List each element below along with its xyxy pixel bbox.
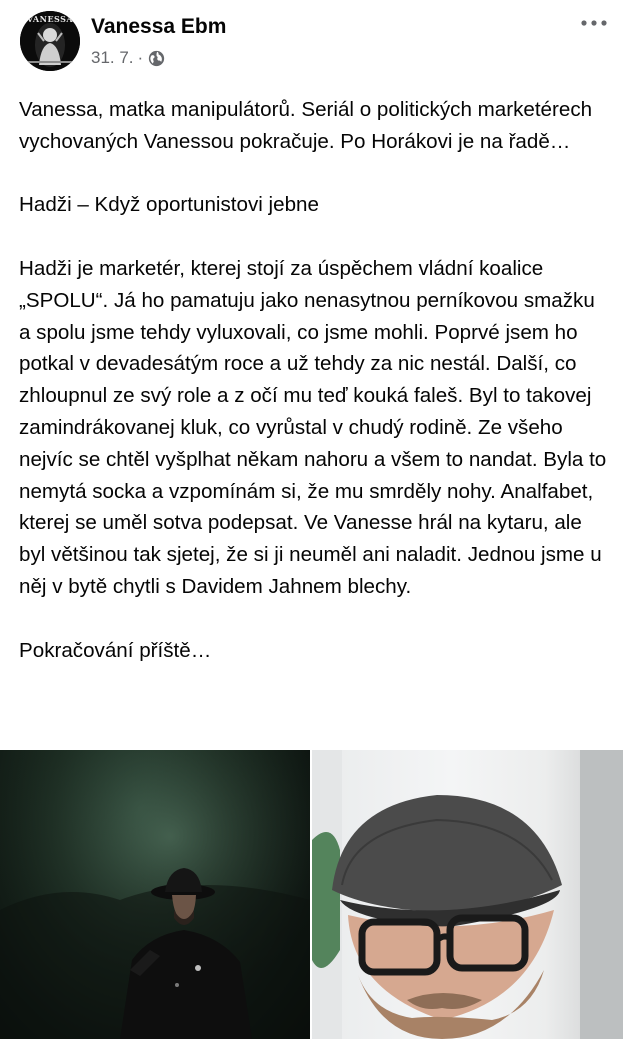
post-photo-guitarist[interactable]: [0, 750, 310, 1039]
meta-separator: ·: [137, 48, 144, 67]
post-body: [19, 94, 609, 666]
post-photos: [0, 750, 623, 1039]
author-name[interactable]: Vanessa Ebm: [91, 15, 227, 38]
post-photo-man-with-cap[interactable]: [312, 750, 623, 1039]
post-header: [0, 0, 623, 86]
post-meta: [91, 48, 165, 68]
author-avatar[interactable]: [20, 11, 80, 71]
globe-icon[interactable]: [148, 50, 165, 67]
post-paragraph-main: Hadži je marketér, kterej stojí za úspěchem vládní koalice „SPOLU“. Já ho pamatuju jako nenasytnou perníkovou smažku a spolu jsme tehdy vyluxovali, co jsme mohli. Poprvé jsem ho potkal v devadesátým roce a už tehdy za nic nestál. Další, co zhloupnul ze svý role a z očí mu teď kouká faleš. Byl to takovej zamindrákovanej kluk, co vyrůstal v chudý rodině. Ze všeho nejvíc se chtěl vyšplhat někam nahoru a všem to nandat. Byla to nemytá socka a vzpomínám si, že mu smrděly nohy. Analfabet, kterej se uměl sotva podepsat. Ve Vanesse hrál na kytaru, ale byl většinou tak sjetej, že si ji neuměl ani naladit. Jednou jsme u něj v bytě chytli s Davidem Jahnem blechy.: [19, 256, 607, 598]
post-paragraph-title: Hadži – Když oportunistovi jebne: [19, 193, 319, 217]
post-paragraph-intro: Vanessa, matka manipulátorů. Seriál o politických marketérech vychovaných Vanessou pokračuje. Po Horákovi je na řadě…: [19, 98, 593, 153]
post-date[interactable]: 31. 7.: [91, 48, 134, 67]
more-options-icon[interactable]: [578, 10, 610, 36]
post-paragraph-continue: Pokračování příště…: [19, 638, 212, 662]
avatar-logo-text: VANESSA: [26, 14, 74, 24]
